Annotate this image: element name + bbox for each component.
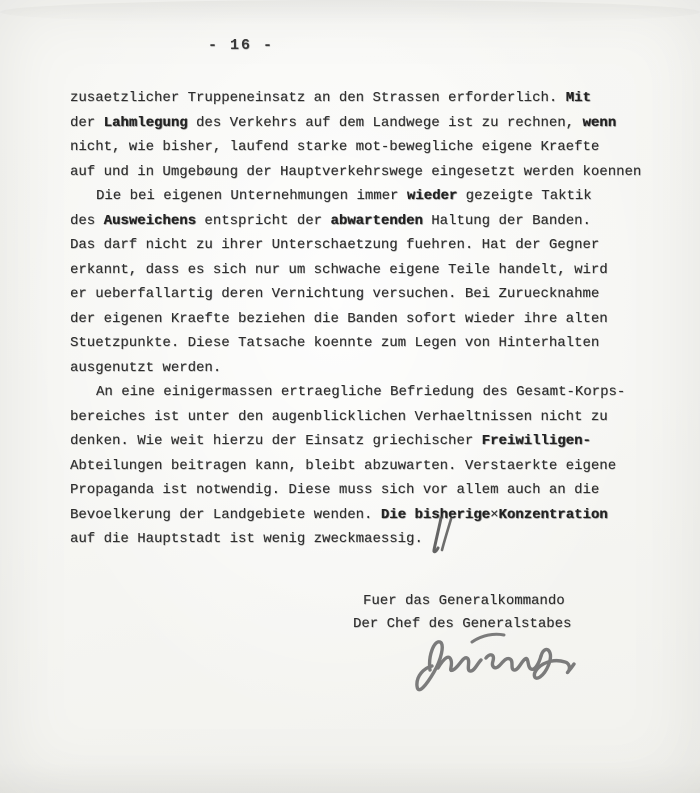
text-segment: bereiches ist unter den augenblicklichen Verhaeltnissen nicht zu — [70, 408, 608, 425]
text-segment: nicht, wie bisher, laufend starke mot-bewegliche eigene Kraefte — [70, 139, 600, 155]
scan-edge-shading-top — [0, 0, 700, 24]
text-segment: Stuetzpunkte. Diese Tatsache koennte zum Legen von Hinterhalten — [70, 335, 600, 351]
text-segment: Propaganda ist notwendig. Diese muss sich vor allem auch an die — [70, 482, 600, 498]
text-segment-bold: wieder — [406, 188, 458, 204]
text-segment: des — [70, 212, 104, 229]
text-line — [70, 478, 688, 503]
text-segment: der — [70, 114, 104, 131]
text-segment-bold: Lahmlegung — [103, 114, 188, 131]
text-line — [70, 233, 688, 258]
text-segment: Bevoelkerung der Landgebiete wenden. — [70, 506, 381, 523]
text-segment: der eigenen Kraefte beziehen die Banden sofort wieder ihre alten — [70, 310, 608, 327]
text-segment-bold: abwartenden — [330, 212, 423, 229]
text-line — [70, 258, 688, 283]
text-segment-bold: wenn — [582, 114, 617, 131]
text-segment: Das darf nicht zu ihrer Unterschaetzung fuehren. Hat der Gegner — [70, 237, 600, 253]
text-segment: ausgenutzt werden. — [70, 359, 222, 376]
text-line — [70, 429, 688, 454]
handwritten-end-mark — [430, 516, 456, 556]
text-segment: Die bei eigenen Unternehmungen immer — [96, 188, 407, 204]
text-segment: Haltung der Banden. — [422, 212, 591, 229]
text-segment: erkannt, dass es sich nur um schwache eigene Teile handelt, wird — [70, 261, 608, 278]
text-segment: An eine einigermassen ertraegliche Befriedung des Gesamt-Korps- — [96, 384, 626, 400]
text-segment: auf die Hauptstadt ist wenig zweckmaessig. — [70, 531, 423, 547]
text-segment-bold: Mit — [565, 90, 591, 106]
text-segment: er ueberfallartig deren Vernichtung versuchen. Bei Zuruecknahme — [70, 286, 600, 302]
text-segment-bold: Ausweichens — [103, 212, 197, 229]
text-segment: × — [490, 506, 499, 523]
text-line — [70, 527, 688, 552]
text-line — [70, 135, 688, 160]
text-line — [70, 282, 688, 307]
text-line — [70, 209, 688, 234]
closing-line-title: Der Chef des Generalstabes — [353, 616, 572, 632]
text-line — [70, 331, 688, 356]
scan-edge-shading-bottom — [0, 763, 700, 793]
text-line — [70, 405, 688, 430]
text-segment: gezeigte Taktik — [457, 188, 592, 204]
text-line — [70, 160, 688, 185]
text-line — [70, 503, 688, 528]
closing-line-authority: Fuer das Generalkommando — [363, 593, 565, 609]
text-segment: denken. Wie weit hierzu der Einsatz griechischer — [70, 433, 482, 449]
text-line — [70, 111, 688, 136]
page-number: - 16 - — [208, 37, 275, 54]
text-segment-bold: Die bisherige — [380, 506, 491, 523]
text-line — [70, 356, 688, 381]
text-segment: zusaetzlicher Truppeneinsatz an den Strassen erforderlich. — [70, 90, 566, 106]
text-line — [70, 307, 688, 332]
text-line — [70, 184, 688, 209]
text-line — [70, 380, 688, 405]
text-segment: Abteilungen beitragen kann, bleibt abzuwarten. Verstaerkte eigene — [70, 457, 617, 474]
text-segment-bold: Konzentration — [498, 506, 608, 523]
text-segment: auf und in Umgebøung der Hauptverkehrswege eingesetzt werden koennen — [70, 163, 642, 180]
signature-scrawl — [408, 626, 588, 710]
text-segment-bold: Freiwilligen- — [481, 433, 591, 449]
text-line — [70, 454, 688, 479]
text-line — [70, 86, 688, 111]
document-body-text — [70, 86, 688, 552]
text-segment: des Verkehrs auf dem Landwege ist zu rechnen, — [187, 114, 583, 131]
text-segment: entspricht der — [196, 212, 331, 229]
